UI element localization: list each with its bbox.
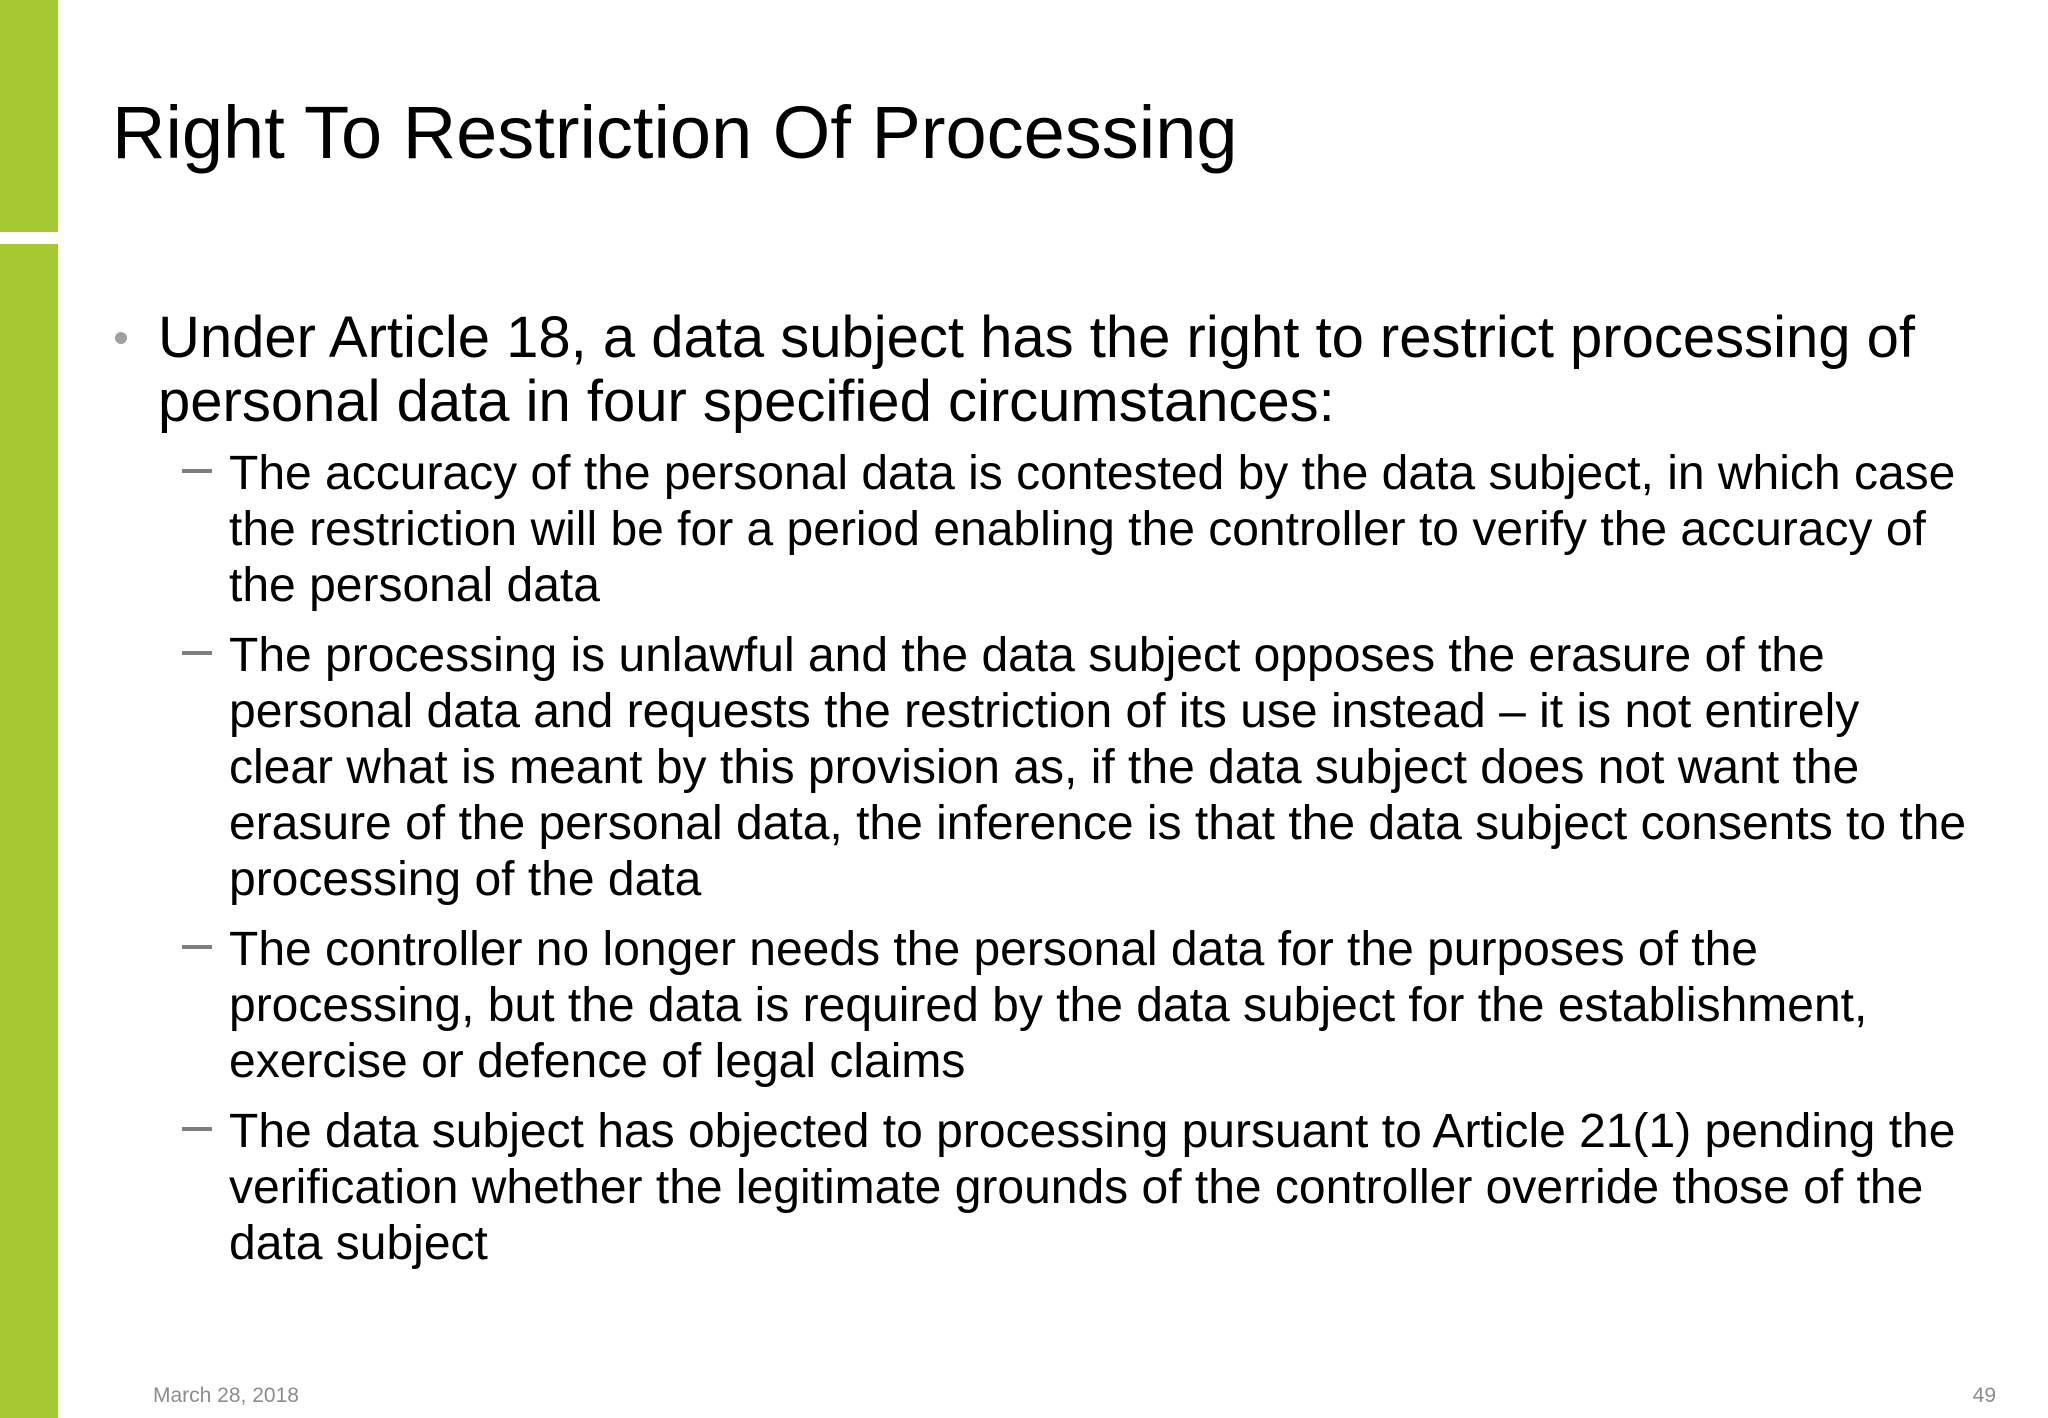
sub-bullet-item	[112, 628, 1972, 908]
main-bullet-text: Under Article 18, a data subject has the right to restrict processing of personal data in four specified circumstances:	[158, 305, 1916, 434]
dash-icon	[182, 651, 212, 655]
sub-bullet-text: The processing is unlawful and the data subject opposes the erasure of the personal data and requests the restriction of its use instead – it is not entirely clear what is meant by this provision as, if the data subject does not want the erasure of the personal data, the inference is that the data subject consents to the processing of the data	[229, 629, 1967, 906]
sub-bullet-list	[112, 446, 1972, 1272]
sub-bullet-item	[112, 1104, 1972, 1272]
main-bullet	[112, 306, 1972, 434]
sub-bullet-text: The controller no longer needs the personal data for the purposes of the processing, but the data is required by the data subject for the establishment, exercise or defence of legal claims	[229, 923, 1868, 1088]
sub-bullet-text: The data subject has objected to processing pursuant to Article 21(1) pending the verification whether the legitimate grounds of the controller override those of the data subject	[229, 1105, 1956, 1270]
slide-content	[112, 306, 1972, 1286]
slide-title: Right To Restriction Of Processing	[112, 91, 1238, 174]
sub-bullet-item	[112, 446, 1972, 614]
dash-icon	[182, 1127, 212, 1131]
sub-bullet-text: The accuracy of the personal data is contested by the data subject, in which case the restriction will be for a period enabling the controller to verify the accuracy of the personal data	[229, 447, 1956, 612]
footer-date: March 28, 2018	[153, 1384, 299, 1407]
page-number: 49	[1972, 1384, 1996, 1407]
dash-icon	[182, 469, 212, 473]
bullet-dot-icon	[115, 332, 127, 344]
sub-bullet-item	[112, 922, 1972, 1090]
accent-bar-top	[0, 0, 58, 232]
dash-icon	[182, 945, 212, 949]
accent-bar-bottom	[0, 244, 58, 1418]
